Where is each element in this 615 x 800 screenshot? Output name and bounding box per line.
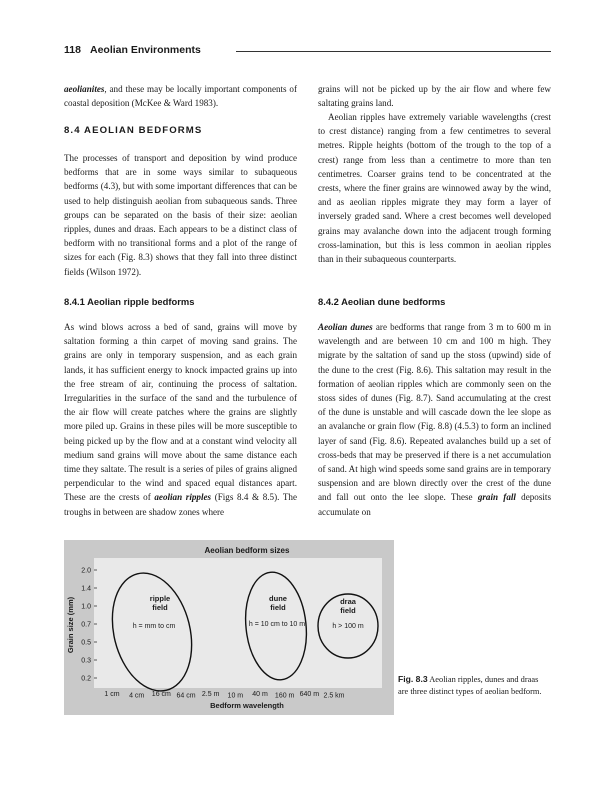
subsection-heading-dunes: 8.4.2 Aeolian dune bedforms <box>318 296 446 307</box>
ripple-paragraph <box>64 320 297 519</box>
ripple-text-2: (Figs 8.4 & 8.5). The troughs in between are shadow zones where <box>64 492 298 517</box>
intro-bold-term: aeolianites <box>64 84 105 94</box>
y-tick-label: 0.7 <box>81 621 91 629</box>
ripple-field-label-1: ripple <box>149 594 171 603</box>
dune-height-note: h = 10 cm to 10 m <box>248 621 306 628</box>
x-tick-label: 640 m <box>299 691 320 698</box>
grain-fall-term: grain fall <box>477 492 516 503</box>
x-tick-label: 2.5 km <box>323 692 345 700</box>
caption-text: Aeolian ripples, dunes and draas are three distinct types of aeolian bedform. <box>398 675 542 696</box>
ripple-text-1: As wind blows across a bed of sand, grains will move by saltation forming a thin carpet of moving sand grains. The grains are only in temporary suspension, and as each grain lands, it has sufficient energy to knock impacted grains up into the free stream of air, continuing the process of saltation. Irregularities in the surface of the sand and the turbulence of the air flow will create patches where the grains are slightly more piled up. Grains in these piles will be more susceptible to being picked up by the flow and at a constant wind velocity all medium sand grains will move about the same distance each time they saltate. The result is a series of piles of grains aligned perpendicular to the wind and spaced equal distances apart. These are the crests of <box>64 322 297 503</box>
figure-8-3 <box>64 540 551 715</box>
x-axis-label: Bedform wavelength <box>210 701 284 710</box>
y-tick-label: 0.3 <box>81 657 91 665</box>
intro-paragraph <box>64 82 297 110</box>
y-tick-label: 2.0 <box>81 567 91 575</box>
dune-field-label-1: dune <box>269 594 287 603</box>
x-tick-label: 10 m <box>227 692 244 700</box>
dune-paragraph <box>318 320 551 519</box>
y-tick-label: 1.0 <box>81 603 91 611</box>
x-tick-label: 40 m <box>252 691 268 698</box>
dune-text-2: deposits accumulate on <box>318 492 551 517</box>
intro-text: , and these may be locally important components of coastal deposition (McKee & Ward 1983). <box>64 84 297 109</box>
y-tick-label: 0.2 <box>81 675 91 683</box>
x-tick-label: 4 cm <box>129 692 145 700</box>
x-tick-label: 16 cm <box>151 691 171 698</box>
dune-field-label-2: field <box>270 603 286 612</box>
x-tick-label: 2.5 m <box>201 691 220 698</box>
draa-height-note: h > 100 m <box>332 623 364 630</box>
draa-field-label-1: draa <box>340 597 356 606</box>
aeolian-dunes-term: Aeolian dunes <box>318 322 373 332</box>
y-axis-label: Grain size (mm) <box>66 596 75 654</box>
chart-title: Aeolian bedform sizes <box>204 546 290 555</box>
chapter-title: Aeolian Environments <box>90 44 201 56</box>
dune-text-1: are bedforms that range from 3 m to 600 m in wavelength and are between 10 cm and 100 m high. They migrate by the saltation of sand up the stoss (upwind) side of the dune to the crest (Fig. 8.6). This saltation may result in the formation of aeolian ripples which are commonly seen on the stoss sides of dunes (Fig. 8.7). Sand accumulating at the crest of the dune is unstable and will cascade down the lee slope as an avalanche or grain flow (Fig. 8.8) (4.5.3) to form an inclined layer of sand (Fig. 8.6). Repeated avalanches build up a set of cross-beds that may be preserved if there is a net accumulation of sand. At high wind speeds some sand grains are in temporary suspension and are blown directly over the crest of the dune and fall out onto the lee slope. These <box>318 322 551 503</box>
section-heading: 8.4 AEOLIAN BEDFORMS <box>64 125 203 136</box>
section-paragraph: The processes of transport and deposition by wind produce bedforms that are in some ways similar to subaqueous bedforms (4.3), but with some important differences that can be used to help distinguish aeolian from subaqueous sands. Three groups can be separated on the basis of their size: aeolian ripples, dunes and draas. Each appears to be a distinct class of bedform with no transitional forms and a plot of the range of sizes for each (Fig. 8.3) shows that they fall into three distinct fields (Wilson 1972). <box>64 153 297 277</box>
running-header <box>64 44 551 60</box>
page-number: 118 <box>64 44 81 56</box>
ripple-height-note: h = mm to cm <box>132 623 176 630</box>
header-rule <box>236 51 551 52</box>
ripple-field-label-2: field <box>152 603 168 612</box>
aeolian-ripples-term: aeolian ripples <box>154 492 212 503</box>
draa-field-label-2: field <box>340 606 356 615</box>
caption-label: Fig. 8.3 <box>398 674 428 684</box>
x-tick-label: 1 cm <box>104 691 120 698</box>
figure-caption <box>398 674 548 698</box>
y-tick-label: 1.4 <box>81 585 91 593</box>
subsection-heading-ripples: 8.4.1 Aeolian ripple bedforms <box>64 296 195 307</box>
ripple-wavelength-paragraph: Aeolian ripples have extremely variable wavelengths (crest to crest distance) ranging from a few centimetres to several metres. Ripple heights (bottom of the trough to the top of a crest) range from less than a centimetre to more than ten centimetres. Coarser grains tend to be concentrated at the crests, where the finer grains are winnowed away by the wind, and as aeolian ripples migrate they may form a layer of inversely graded sand. Where a crest becomes well developed grains may avalanche down into the adjacent trough forming cross-lamination, but this is less common in aeolian ripples than in their subaqueous counterparts. <box>318 112 551 265</box>
dune-height-note-box <box>244 620 310 644</box>
x-tick-label: 64 cm <box>176 692 196 700</box>
x-tick-label: 160 m <box>274 692 295 700</box>
continued-paragraph: grains will not be picked up by the air flow and where few saltating grains land. <box>318 84 551 109</box>
y-tick-label: 0.5 <box>81 639 91 647</box>
